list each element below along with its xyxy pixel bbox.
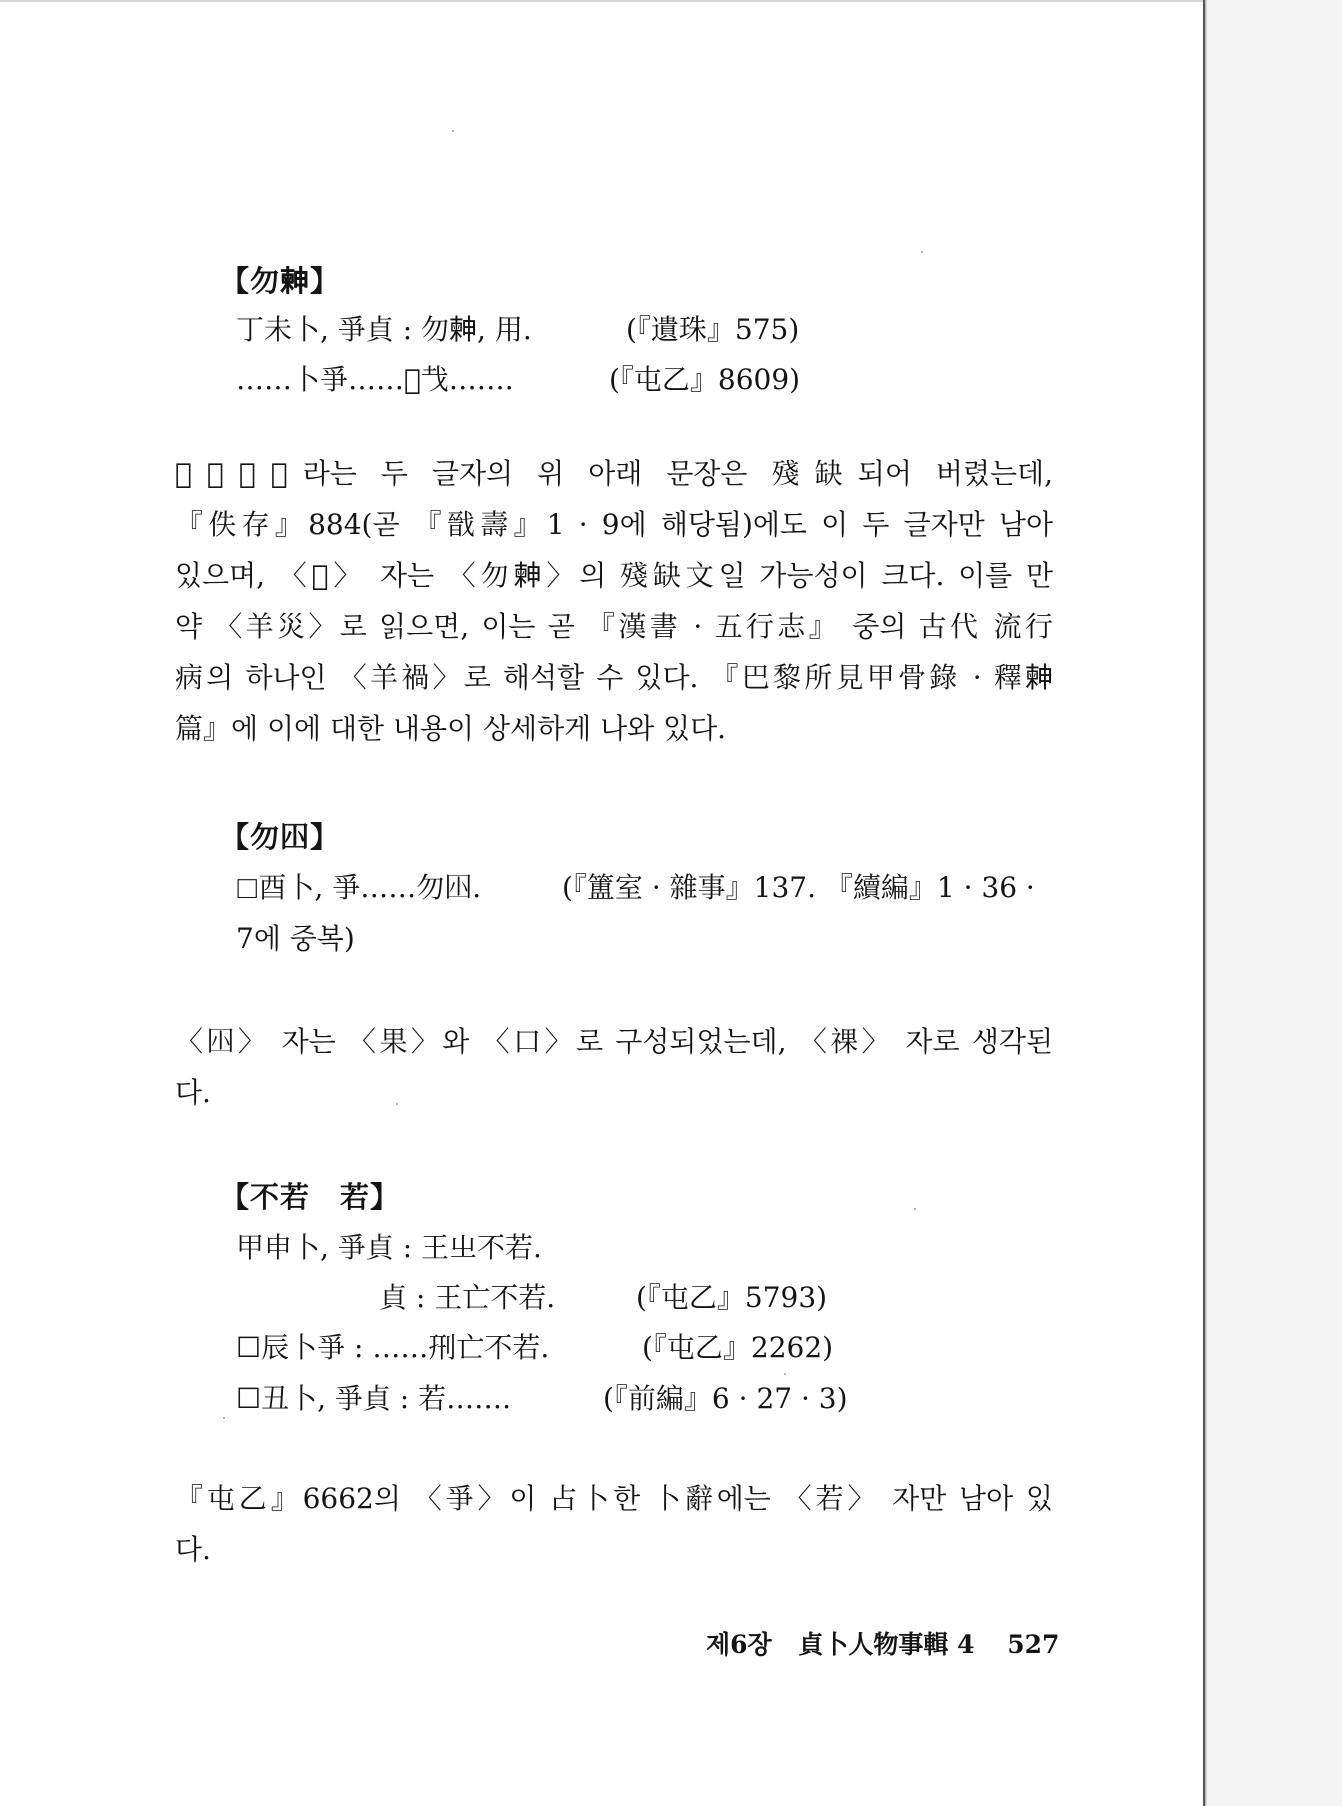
example-line-2-2: 7에 중복) <box>236 922 355 955</box>
scan-speck <box>914 1208 916 1210</box>
example-source-2-1: (『簠室 · 雜事』137. 『續編』1 · 36 · <box>562 871 1035 904</box>
paragraph-2-line-2: 다. <box>175 1076 211 1109</box>
paragraph-1-line-6: 篇』에 이에 대한 내용이 상세하게 나와 있다. <box>175 712 727 745</box>
example-line-1-2: ……卜爭……𦍙𢦏……. <box>236 363 514 396</box>
paragraph-2-line-1: 〈𡆧〉 자는 〈果〉와 〈口〉로 구성되었는데, 〈祼〉 자로 생각된 <box>175 1025 1053 1058</box>
paragraph-1-line-5: 病의 하나인 〈羊禍〉로 해석할 수 있다. 『巴黎所見甲骨錄 · 釋𣍃 <box>175 661 1053 694</box>
example-line-3-1: 甲申卜, 爭貞 : 王㞢不若. <box>236 1231 542 1264</box>
section-heading-1: 【勿𣍃】 <box>220 264 341 298</box>
paragraph-3-line-2: 다. <box>175 1533 211 1566</box>
scan-speck <box>921 251 923 253</box>
example-line-3-3: ☐辰卜爭 : ……𠛬亡不若. <box>236 1331 550 1364</box>
example-source-1-1: (『遺珠』575) <box>626 313 800 346</box>
scan-speck <box>452 130 454 132</box>
example-source-3-2: (『屯乙』5793) <box>636 1281 828 1314</box>
scan-speck <box>396 1103 398 1105</box>
paragraph-1-line-3: 있으며, 〈𦍙〉 자는 〈勿𣍃〉의 殘缺文일 가능성이 크다. 이를 만 <box>175 559 1053 592</box>
page-top-edge <box>0 0 1203 2</box>
paragraph-1-line-4: 약 〈羊災〉로 읽으면, 이는 곧 『漢書 · 五行志』 중의 古代 流行 <box>175 610 1053 643</box>
section-heading-3: 【不若 若】 <box>220 1180 401 1214</box>
example-line-3-4: ☐丑卜, 爭貞 : 若……. <box>236 1382 512 1415</box>
scan-speck <box>223 1417 225 1419</box>
section-heading-2: 【勿𡆧】 <box>220 820 341 854</box>
example-source-3-3: (『屯乙』2262) <box>642 1331 834 1364</box>
example-source-1-2: (『屯乙』8609) <box>609 363 801 396</box>
running-footer <box>706 1625 1059 1661</box>
example-line-1-1: 丁未卜, 爭貞 : 勿𣍃, 用. <box>236 313 532 346</box>
footer-title: 貞卜人物事輯 4 <box>798 1630 975 1659</box>
paragraph-1-line-2: 『佚存』884(곧 『戩壽』1 · 9에 해당됨)에도 이 두 글자만 남아 <box>175 508 1053 541</box>
scan-speck <box>784 1373 786 1375</box>
page-number: 527 <box>1007 1630 1060 1659</box>
paragraph-3-line-1: 『屯乙』6662의 〈爭〉이 占卜한 卜辭에는 〈若〉 자만 남아 있 <box>175 1482 1053 1515</box>
footer-chapter: 제6장 <box>706 1630 772 1659</box>
example-source-3-4: (『前編』6 · 27 · 3) <box>603 1382 848 1415</box>
paragraph-1-line-1: 〈𦍙𢦏〉라는 두 글자의 위 아래 문장은 殘缺되어 버렸는데, <box>175 457 1053 490</box>
example-line-2-1: ☐酉卜, 爭……勿𡆧. <box>236 871 482 904</box>
example-line-3-2: 貞 : 王亡不若. <box>379 1281 556 1314</box>
